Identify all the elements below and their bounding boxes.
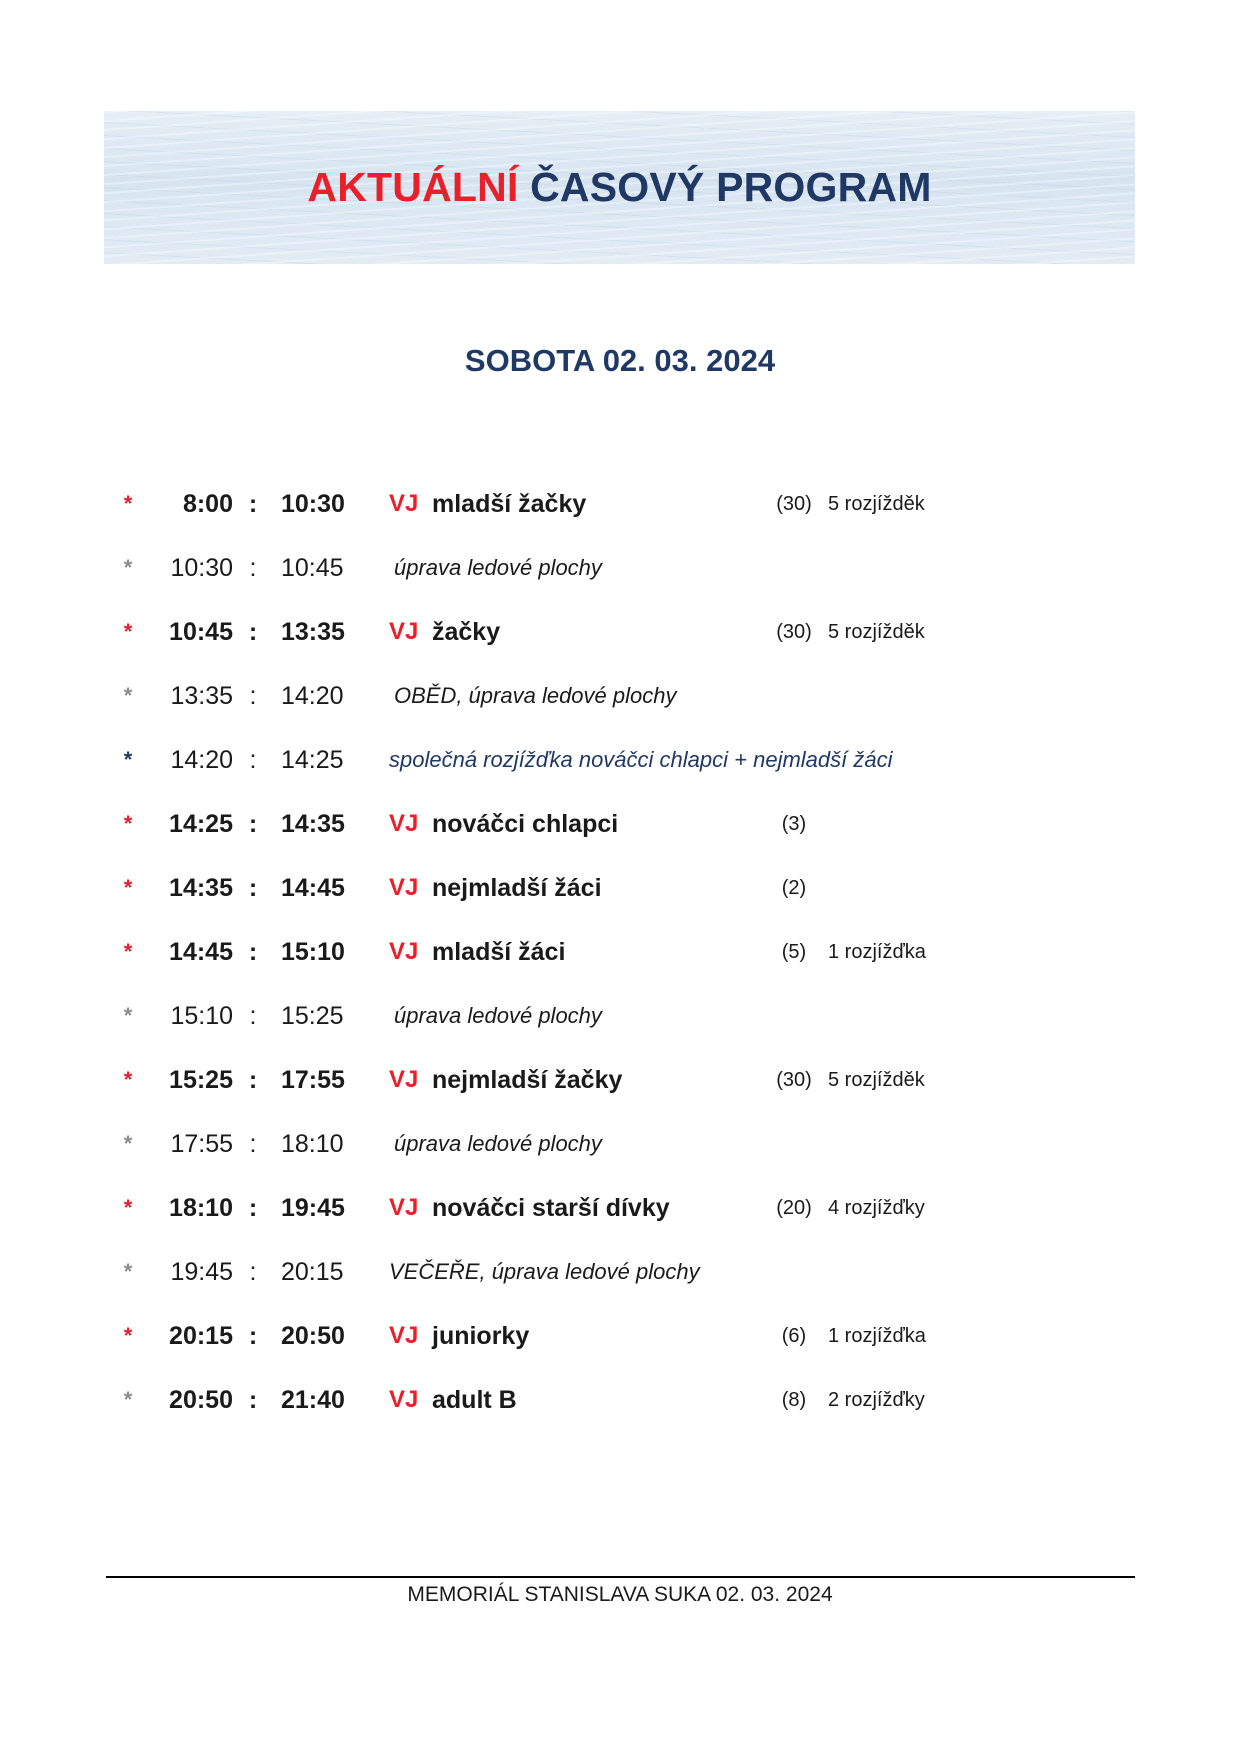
bullet-star: * [123, 683, 133, 708]
day-heading: SOBOTA 02. 03. 2024 [464, 343, 776, 378]
bullet-star: * [123, 875, 133, 900]
schedule-row [0, 740, 1240, 780]
category: mladší žáci [432, 938, 566, 966]
time-separator: : [248, 1066, 258, 1094]
participant-count: (20) [776, 1197, 812, 1219]
participant-count: (6) [781, 1325, 807, 1347]
participant-count: (5) [781, 941, 807, 963]
participant-count: (3) [781, 813, 807, 835]
participant-count: (30) [776, 493, 812, 515]
race-type: VJ [389, 490, 419, 517]
start-time: 15:25 [169, 1066, 233, 1094]
break-note: VEČEŘE, úprava ledové plochy [389, 1259, 700, 1284]
time-separator: : [249, 1130, 257, 1158]
page-title-navy: ČASOVÝ PROGRAM [530, 164, 932, 210]
time-separator: : [248, 1322, 258, 1350]
end-time: 14:35 [281, 810, 345, 838]
time-separator: : [248, 490, 258, 518]
start-time: 10:45 [169, 618, 233, 646]
break-note: OBĚD, úprava ledové plochy [394, 683, 677, 708]
category: adult B [432, 1386, 517, 1414]
joint-race-note: společná rozjížďka nováčci chlapci + nejmladší žáci [389, 747, 893, 772]
schedule-row [0, 484, 1240, 524]
time-separator: : [249, 554, 257, 582]
bullet-star: * [123, 555, 133, 580]
schedule-row [0, 1316, 1240, 1356]
heats: 5 rozjížděk [828, 1069, 925, 1091]
bullet-star: * [123, 1067, 133, 1092]
schedule-row [0, 932, 1240, 972]
end-time: 14:20 [281, 682, 344, 710]
schedule-row [0, 1188, 1240, 1228]
heats: 5 rozjížděk [828, 493, 925, 515]
schedule-row [0, 1124, 1240, 1164]
time-separator: : [249, 1002, 257, 1030]
end-time: 21:40 [281, 1386, 345, 1414]
category: nováčci starší dívky [432, 1194, 670, 1222]
header-banner [104, 111, 1135, 264]
heats: 4 rozjížďky [828, 1197, 925, 1219]
bullet-star: * [123, 1259, 133, 1284]
footer-text: MEMORIÁL STANISLAVA SUKA 02. 03. 2024 [407, 1583, 833, 1606]
time-separator: : [248, 874, 258, 902]
bullet-star: * [123, 1387, 133, 1412]
end-time: 15:25 [281, 1002, 344, 1030]
end-time: 15:10 [281, 938, 345, 966]
end-time: 14:45 [281, 874, 345, 902]
end-time: 20:50 [281, 1322, 345, 1350]
page-title-red: AKTUÁLNÍ [307, 164, 519, 210]
page-title [307, 164, 931, 211]
bullet-star: * [123, 1195, 133, 1220]
category: mladší žačky [432, 490, 587, 518]
bullet-star: * [123, 1003, 133, 1028]
end-time: 14:25 [281, 746, 344, 774]
schedule-row [0, 548, 1240, 588]
time-separator: : [248, 1194, 258, 1222]
race-type: VJ [389, 1194, 419, 1221]
end-time: 10:45 [281, 554, 344, 582]
bullet-star: * [123, 1131, 133, 1156]
heats: 5 rozjížděk [828, 621, 925, 643]
time-separator: : [248, 938, 258, 966]
time-separator: : [249, 746, 257, 774]
race-type: VJ [389, 810, 419, 837]
heats: 1 rozjížďka [828, 941, 926, 963]
race-type: VJ [389, 1066, 419, 1093]
break-note: úprava ledové plochy [394, 1131, 602, 1156]
end-time: 18:10 [281, 1130, 344, 1158]
time-separator: : [248, 1386, 258, 1414]
participant-count: (30) [776, 1069, 812, 1091]
start-time: 10:30 [170, 554, 233, 582]
start-time: 20:15 [169, 1322, 233, 1350]
race-type: VJ [389, 1322, 419, 1349]
time-separator: : [249, 682, 257, 710]
category: juniorky [432, 1322, 530, 1350]
start-time: 14:25 [169, 810, 233, 838]
heats: 1 rozjížďka [828, 1325, 926, 1347]
schedule-row [0, 1380, 1240, 1420]
end-time: 10:30 [281, 490, 345, 518]
category: žačky [432, 618, 501, 646]
start-time: 15:10 [170, 1002, 233, 1030]
start-time: 14:45 [169, 938, 233, 966]
start-time: 8:00 [182, 490, 233, 518]
schedule-row [0, 996, 1240, 1036]
end-time: 17:55 [281, 1066, 345, 1094]
break-note: úprava ledové plochy [394, 555, 602, 580]
start-time: 14:35 [169, 874, 233, 902]
race-type: VJ [389, 1386, 419, 1413]
footer-divider [106, 1576, 1135, 1578]
schedule-row [0, 676, 1240, 716]
start-time: 18:10 [169, 1194, 233, 1222]
schedule-row [0, 804, 1240, 844]
time-separator: : [248, 618, 258, 646]
start-time: 17:55 [170, 1130, 233, 1158]
race-type: VJ [389, 874, 419, 901]
bullet-star: * [123, 491, 133, 516]
schedule-row [0, 612, 1240, 652]
heats: 2 rozjížďky [828, 1389, 925, 1411]
race-type: VJ [389, 618, 419, 645]
start-time: 20:50 [169, 1386, 233, 1414]
bullet-star: * [123, 1323, 133, 1348]
category: nováčci chlapci [432, 810, 619, 838]
bullet-star: * [123, 747, 133, 772]
break-note: úprava ledové plochy [394, 1003, 602, 1028]
time-separator: : [248, 810, 258, 838]
schedule-row [0, 1252, 1240, 1292]
category: nejmladší žačky [432, 1066, 623, 1094]
end-time: 19:45 [281, 1194, 345, 1222]
bullet-star: * [123, 811, 133, 836]
start-time: 13:35 [170, 682, 233, 710]
schedule-row [0, 1060, 1240, 1100]
start-time: 19:45 [170, 1258, 233, 1286]
bullet-star: * [123, 619, 133, 644]
category: nejmladší žáci [432, 874, 602, 902]
bullet-star: * [123, 939, 133, 964]
participant-count: (30) [776, 621, 812, 643]
end-time: 13:35 [281, 618, 345, 646]
time-separator: : [249, 1258, 257, 1286]
end-time: 20:15 [281, 1258, 344, 1286]
schedule-row [0, 868, 1240, 908]
start-time: 14:20 [170, 746, 233, 774]
participant-count: (2) [781, 877, 807, 899]
participant-count: (8) [781, 1389, 807, 1411]
race-type: VJ [389, 938, 419, 965]
